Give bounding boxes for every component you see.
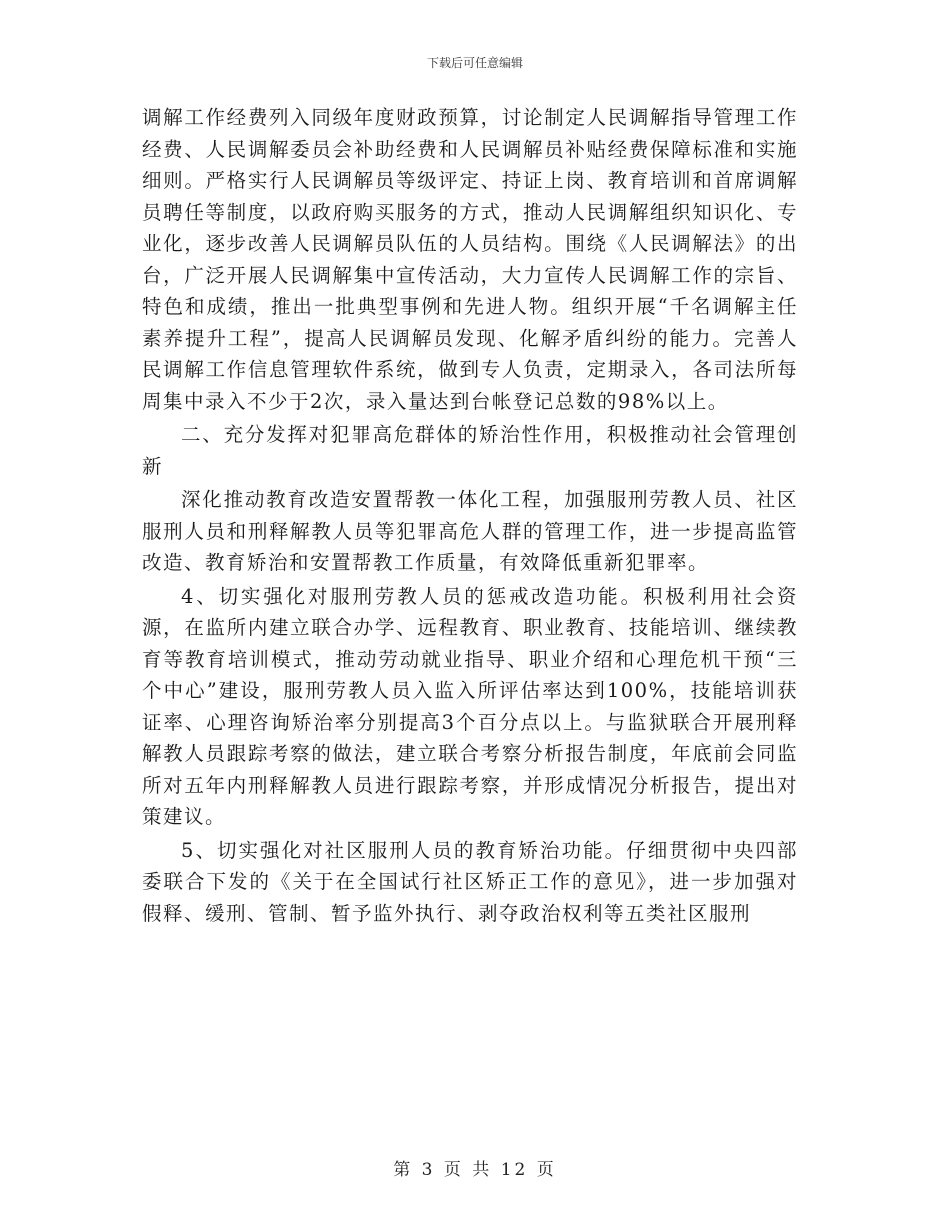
paragraph-item-4: 4、切实强化对服刑劳教人员的惩戒改造功能。积极利用社会资源，在监所内建立联合办学、远程教育、职业教育、技能培训、继续教育等教育培训模式，推动劳动就业指导、职业介绍和心理危机干预“三个中心”建设，服刑劳教人员入监入所评估率达到100%，技能培训获证率、心理咨询矫治率分别提高3个百分点以上。与监狱联合开展刑释解教人员跟踪考察的做法，建立联合考察分析报告制度，年底前会同监所对五年内刑释解教人员进行跟踪考察，并形成情况分析报告，提出对策建议。 bbox=[142, 584, 798, 828]
paragraph-mediation-funding: 调解工作经费列入同级年度财政预算，讨论制定人民调解指导管理工作经费、人民调解委员会补助经费和人民调解员补贴经费保障标准和实施细则。严格实行人民调解员等级评定、持证上岗、教育培训和首席调解员聘任等制度，以政府购买服务的方式，推动人民调解组织知识化、专业化，逐步改善人民调解员队伍的人员结构。围绕《人民调解法》的出台，广泛开展人民调解集中宣传活动，大力宣传人民调解工作的宗旨、特色和成绩，推出一批典型事例和先进人物。组织开展“千名调解主任素养提升工程”，提高人民调解员发现、化解矛盾纠纷的能力。完善人民调解工作信息管理软件系统，做到专人负责，定期录入，各司法所每周集中录入不少于2次，录入量达到台帐登记总数的98%以上。 bbox=[142, 106, 798, 413]
section-heading-two: 二、充分发挥对犯罪高危群体的矫治性作用，积极推动社会管理创新 bbox=[142, 423, 798, 478]
paragraph-item-5: 5、切实强化对社区服刑人员的教育矫治功能。仔细贯彻中央四部委联合下发的《关于在全国试行社区矫正工作的意见》，进一步加强对假释、缓刑、管制、暂予监外执行、剥夺政治权利等五类社区服刑 bbox=[142, 838, 798, 925]
header-note: 下载后可任意编辑 bbox=[426, 56, 523, 70]
page-number: 第 3 页 共 12 页 bbox=[393, 1160, 557, 1180]
paragraph-integration-project: 深化推动教育改造安置帮教一体化工程，加强服刑劳教人员、社区服刑人员和刑释解教人员等犯罪高危人群的管理工作，进一步提高监管改造、教育矫治和安置帮教工作质量，有效降低重新犯罪率。 bbox=[142, 488, 798, 574]
document-body bbox=[142, 102, 798, 929]
